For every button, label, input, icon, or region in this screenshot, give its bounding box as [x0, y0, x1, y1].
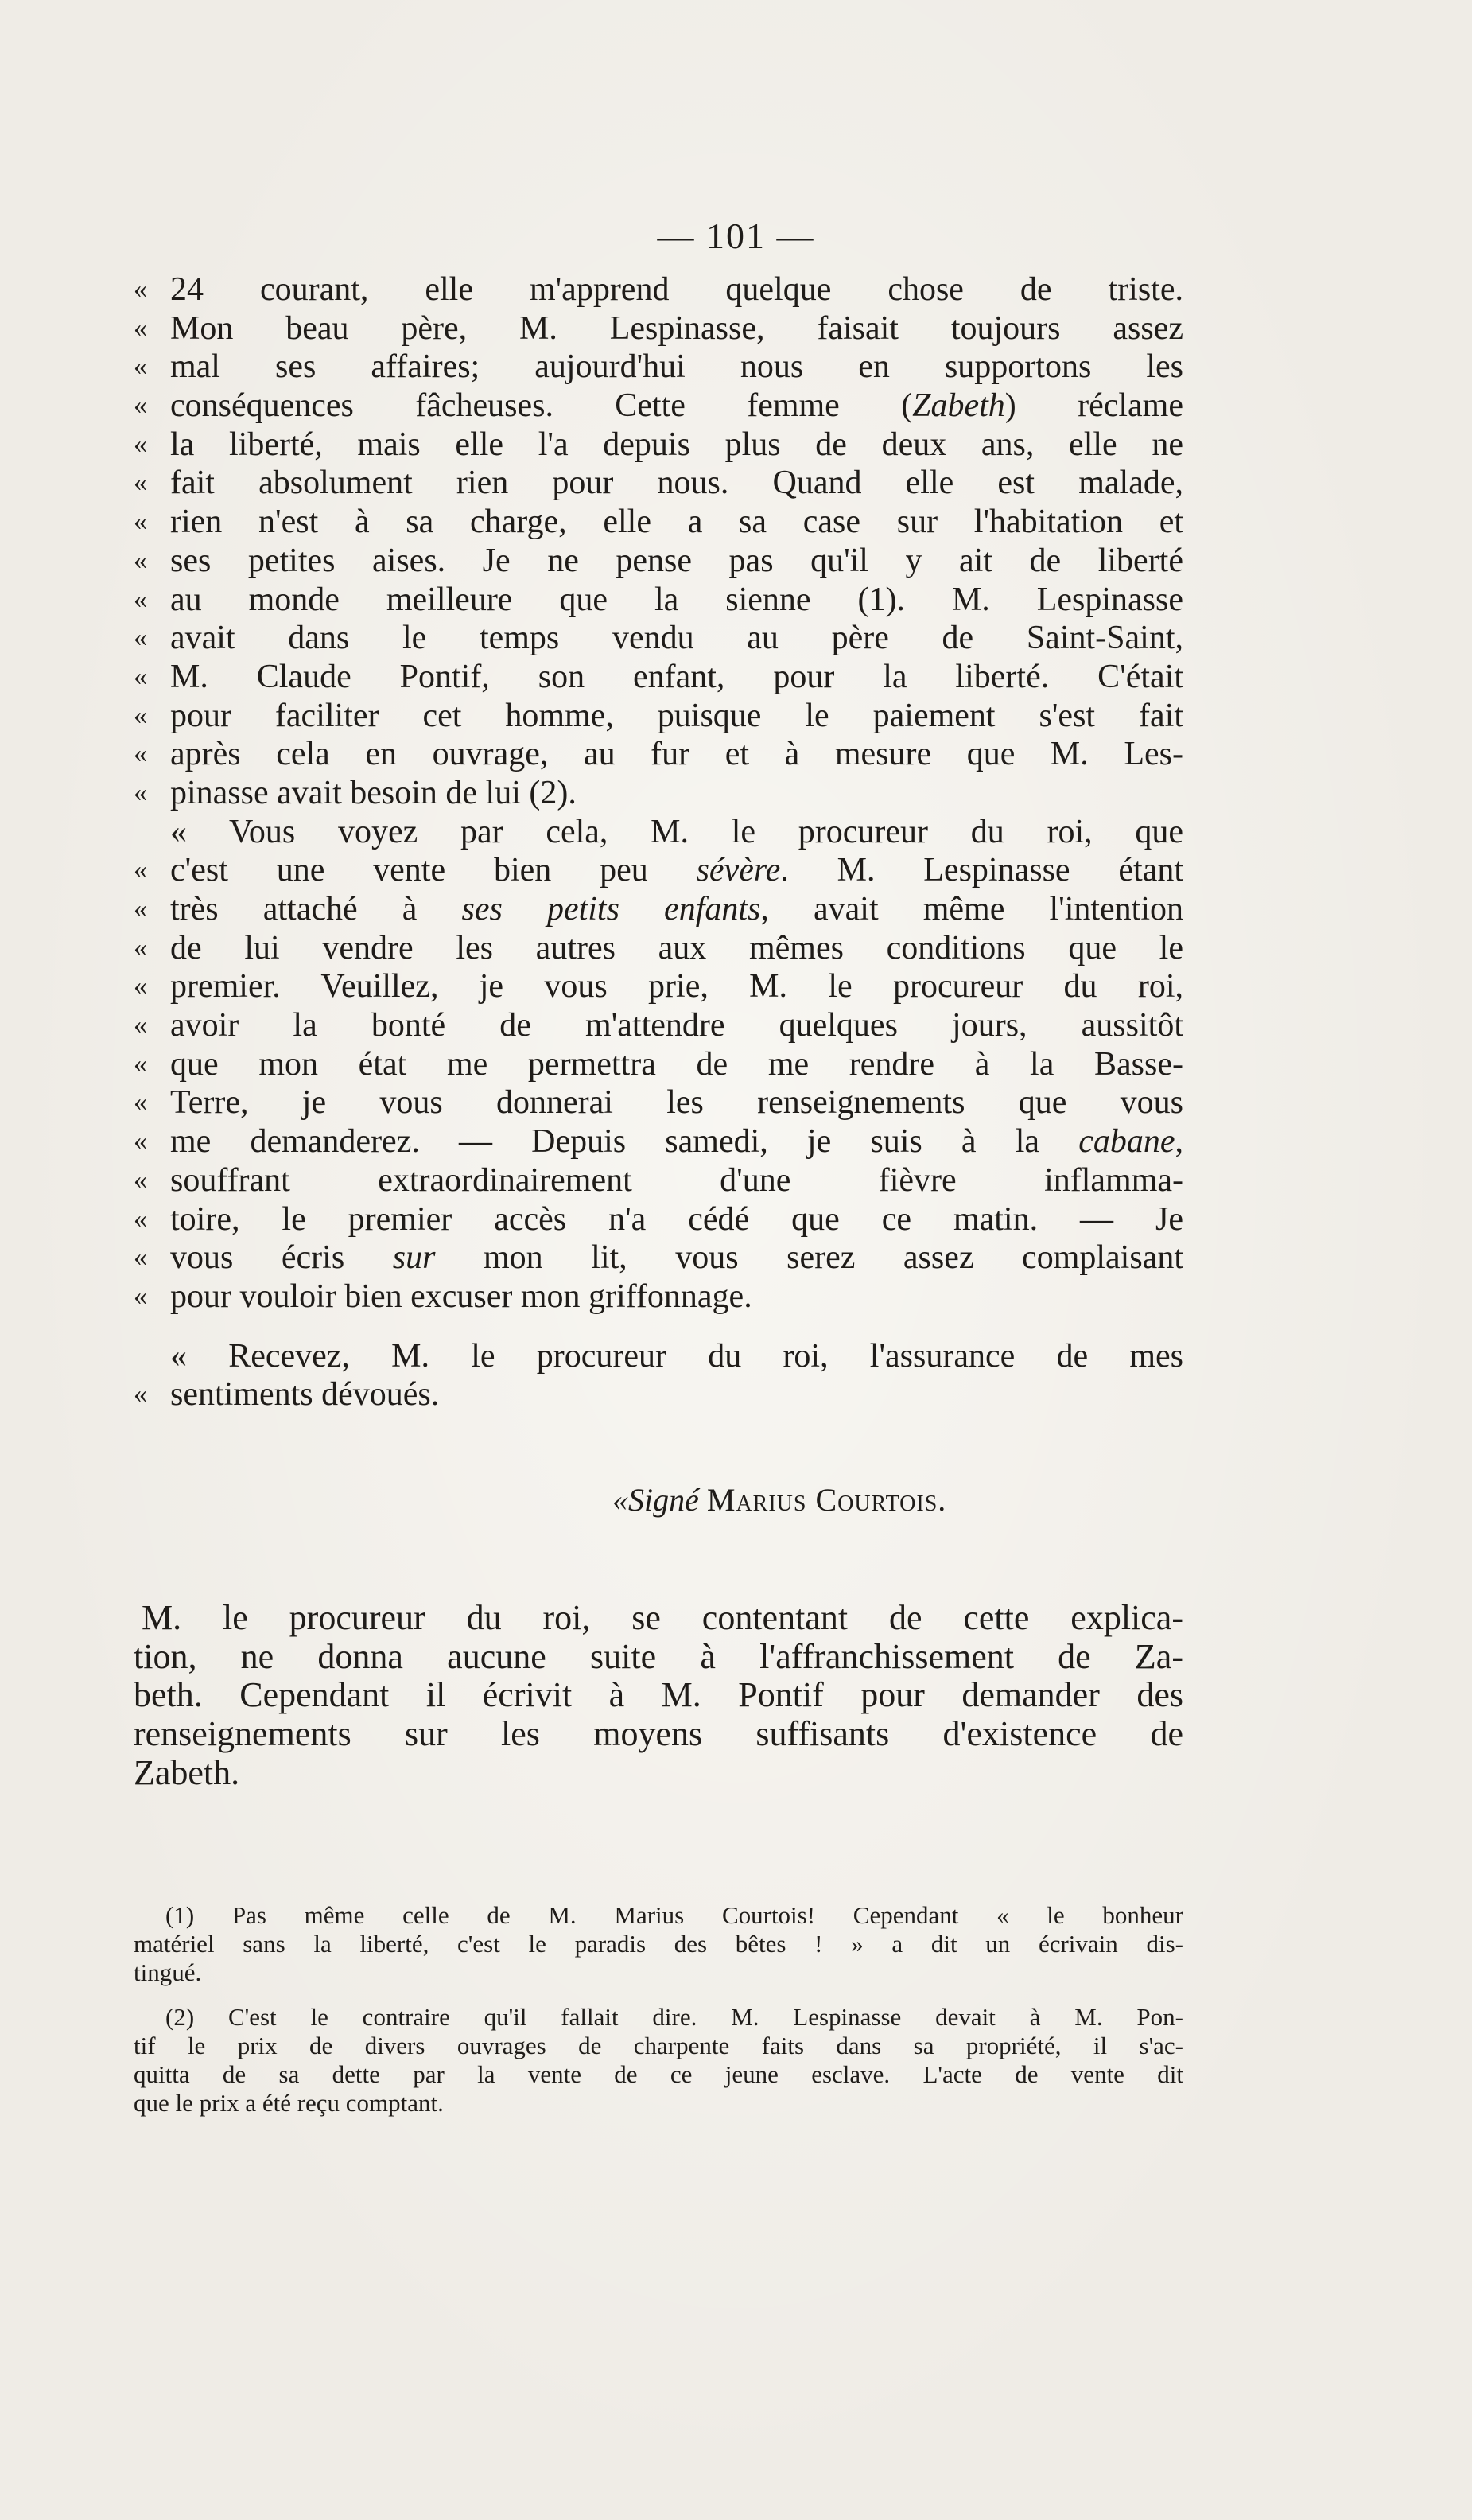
letter-line-text: Mon beau père, M. Lespinasse, faisait toujours assez — [170, 309, 1183, 347]
letter-line — [134, 697, 1183, 736]
footnote-line: tif le prix de divers ouvrages de charpente faits dans sa propriété, il s'ac- — [134, 2032, 1183, 2059]
letter-line-text: la liberté, mais elle l'a depuis plus de deux ans, elle ne — [170, 426, 1183, 463]
letter-line — [134, 1006, 1183, 1045]
letter-line-text: avait dans le temps vendu au père de Saint-Saint, — [170, 620, 1183, 657]
footnote-1 — [134, 1901, 1183, 1987]
quote-mark: « — [134, 429, 147, 459]
quote-mark: « — [134, 971, 147, 1001]
letter-line-text: toire, le premier accès n'a cédé que ce matin. — Je — [170, 1200, 1183, 1238]
letter-line — [134, 1375, 1183, 1414]
footnote-2 — [134, 2003, 1183, 2118]
quote-mark: « — [134, 700, 147, 730]
letter-line-text: conséquences fâcheuses. Cette femme (Zabeth) réclame — [170, 387, 1183, 425]
signature-name: Marius Courtois. — [706, 1482, 947, 1518]
letter-line — [134, 387, 1183, 426]
quote-mark: « — [134, 507, 147, 537]
paragraph-line: Zabeth. — [134, 1752, 240, 1792]
letter-line-text: vous écris sur mon lit, vous serez assez complaisant — [170, 1239, 1183, 1277]
quote-mark: « — [134, 545, 147, 575]
letter-line-text: ses petites aises. Je ne pense pas qu'il y ait de liberté — [170, 542, 1183, 579]
footnotes — [134, 1901, 1183, 2118]
quote-mark: « — [134, 313, 147, 343]
quoted-letter — [134, 270, 1183, 1414]
letter-line — [134, 1200, 1183, 1239]
letter-line-text: au monde meilleure que la sienne (1). M. Lespinasse — [170, 581, 1183, 618]
letter-line — [134, 426, 1183, 465]
narrative-paragraph — [134, 1599, 1183, 1792]
paragraph-line: tion, ne donna aucune suite à l'affranchissement de Za- — [134, 1636, 1183, 1676]
quote-mark: « — [134, 391, 147, 421]
quote-mark: « — [134, 894, 147, 924]
footnote-line: (1) Pas même celle de M. Marius Courtois! Cependant « le bonheur — [165, 1901, 1183, 1929]
letter-line-text: premier. Veuillez, je vous prie, M. le procureur du roi, — [170, 968, 1183, 1005]
letter-line — [134, 774, 1183, 813]
quote-mark: « — [134, 855, 147, 885]
letter-line — [134, 658, 1183, 697]
quote-mark: « — [134, 932, 147, 962]
letter-line — [134, 348, 1183, 387]
letter-line-text: « Recevez, M. le procureur du roi, l'assurance de mes — [170, 1337, 1183, 1375]
letter-line-text: M. Claude Pontif, son enfant, pour la liberté. C'était — [170, 658, 1183, 695]
letter-line-text: après cela en ouvrage, au fur et à mesure que M. Les- — [170, 736, 1183, 773]
letter-line — [134, 270, 1183, 309]
quote-mark: « — [134, 661, 147, 691]
letter-line — [134, 929, 1183, 968]
quote-mark: « — [134, 1281, 147, 1311]
quote-mark: « — [134, 1204, 147, 1234]
letter-line-text: « Vous voyez par cela, M. le procureur du roi, que — [170, 813, 1183, 850]
letter-line-text: pour faciliter cet homme, puisque le paiement s'est fait — [170, 697, 1183, 734]
letter-line — [134, 890, 1183, 929]
footnote-line: tingué. — [134, 1958, 202, 1986]
letter-line — [134, 1083, 1183, 1122]
letter-line-text: Terre, je vous donnerai les renseignements que vous — [170, 1084, 1183, 1122]
letter-line — [134, 581, 1183, 620]
letter-line — [134, 1122, 1183, 1161]
letter-line — [134, 1161, 1183, 1200]
letter-line — [134, 1278, 1183, 1316]
letter-line-text: très attaché à ses petits enfants, avait même l'intention — [170, 891, 1184, 928]
letter-line-text: souffrant extraordinairement d'une fièvre inflamma- — [170, 1161, 1183, 1199]
quote-mark: « — [134, 1379, 147, 1410]
letter-line — [134, 464, 1183, 503]
letter-line — [134, 1239, 1183, 1278]
footnote-line: que le prix a été reçu comptant. — [134, 2089, 444, 2117]
quote-mark: « — [134, 1010, 147, 1040]
footnote-line: (2) C'est le contraire qu'il fallait dire. M. Lespinasse devait à M. Pon- — [165, 2003, 1183, 2031]
quote-mark: « — [134, 584, 147, 614]
letter-line-text: pinasse avait besoin de lui (2). — [170, 774, 577, 811]
letter-line-text: sentiments dévoués. — [170, 1376, 440, 1414]
quote-mark: « — [134, 777, 147, 807]
quote-mark: « — [134, 1087, 147, 1118]
letter-line-text: avoir la bonté de m'attendre quelques jours, aussitôt — [170, 1007, 1183, 1044]
footnote-line: matériel sans la liberté, c'est le paradis des bêtes ! » a dit un écrivain dis- — [134, 1930, 1183, 1958]
letter-line-text: rien n'est à sa charge, elle a sa case sur l'habitation et — [170, 504, 1183, 541]
letter-line-text: me demanderez. — Depuis samedi, je suis à la cabane, — [170, 1123, 1183, 1161]
footnote-line: quitta de sa dette par la vente de ce jeune esclave. L'acte de vente dit — [134, 2060, 1183, 2088]
letter-line — [134, 309, 1183, 348]
signature — [612, 1481, 946, 1519]
letter-line — [134, 967, 1183, 1006]
quote-mark: « — [134, 352, 147, 382]
paragraph-line: renseignements sur les moyens suffisants d'existence de — [134, 1714, 1183, 1754]
quote-mark: « — [134, 623, 147, 653]
letter-line-text: 24 courant, elle m'apprend quelque chose de triste. — [170, 271, 1183, 308]
page-number: — 101 — — [657, 216, 815, 256]
letter-line-text: que mon état me permettra de me rendre à la Basse- — [170, 1045, 1183, 1083]
quote-mark: « — [134, 274, 147, 304]
quote-mark: « — [134, 468, 147, 498]
letter-line-text: de lui vendre les autres aux mêmes conditions que le — [170, 929, 1183, 966]
quote-mark: « — [134, 1242, 147, 1273]
letter-line — [134, 1045, 1183, 1084]
letter-line-text: pour vouloir bien excuser mon griffonnage. — [170, 1278, 752, 1315]
letter-line — [134, 735, 1183, 774]
quote-mark: « — [134, 1165, 147, 1195]
quote-mark: « — [134, 739, 147, 769]
letter-line-text: mal ses affaires; aujourd'hui nous en supportons les — [170, 348, 1183, 386]
letter-line — [134, 851, 1183, 890]
letter-line — [134, 503, 1183, 542]
letter-line — [134, 1337, 1183, 1376]
paragraph-line: M. le procureur du roi, se contentant de cette explica- — [142, 1598, 1183, 1637]
signature-signe: «Signé — [612, 1482, 699, 1518]
letter-line — [134, 813, 1183, 852]
quote-mark: « — [134, 1048, 147, 1079]
letter-line — [134, 542, 1183, 581]
paragraph-line: beth. Cependant il écrivit à M. Pontif pour demander des — [134, 1675, 1183, 1715]
letter-line-text: c'est une vente bien peu sévère. M. Lespinasse étant — [170, 852, 1183, 889]
quote-mark: « — [134, 1126, 147, 1157]
letter-line — [134, 619, 1183, 658]
letter-line-text: fait absolument rien pour nous. Quand elle est malade, — [170, 465, 1183, 502]
